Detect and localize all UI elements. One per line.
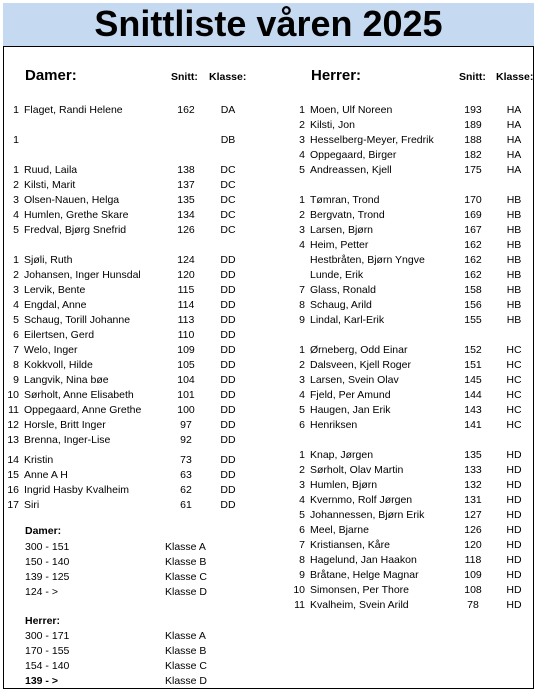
legend-range: 139 - 125	[25, 571, 70, 583]
herrer-snitt-cell: 170	[464, 194, 482, 206]
damer-row	[0, 328, 537, 343]
herrer-name-cell: Hestbråten, Bjørn Yngve	[310, 254, 425, 266]
damer-snitt-cell: 105	[177, 359, 195, 371]
damer-pos-cell: 5	[13, 224, 19, 236]
herrer-row	[0, 118, 537, 133]
herrer-klasse-cell: HD	[506, 569, 522, 581]
damer-pos-cell: 1	[13, 104, 19, 116]
damer-snitt-cell: 109	[177, 344, 195, 356]
damer-name-cell: Kilsti, Marit	[24, 179, 76, 191]
herrer-klasse-cell: HB	[506, 254, 522, 266]
damer-pos-cell: 16	[7, 484, 19, 496]
herrer-name-cell: Henriksen	[310, 419, 358, 431]
herrer-klasse-cell: HB	[506, 299, 522, 311]
damer-klasse-cell: DD	[220, 284, 236, 296]
herrer-snitt-cell: 132	[464, 479, 482, 491]
legend-range: 170 - 155	[25, 645, 70, 657]
damer-snitt-cell: 115	[177, 284, 195, 296]
damer-pos-cell: 1	[13, 164, 19, 176]
herrer-name-cell: Humlen, Bjørn	[310, 479, 378, 491]
herrer-name-cell: Dalsveen, Kjell Roger	[310, 359, 411, 371]
herrer-snitt-cell: 143	[464, 404, 482, 416]
herrer-snitt-cell: 151	[464, 359, 482, 371]
herrer-snitt-cell: 158	[464, 284, 482, 296]
herrer-pos-cell: 3	[299, 224, 305, 236]
herrer-name-cell: Knap, Jørgen	[310, 449, 374, 461]
damer-name-cell: Anne A H	[24, 469, 68, 481]
legend-range: 300 - 171	[25, 630, 70, 642]
herrer-name-cell: Lindal, Karl-Erik	[310, 314, 385, 326]
herrer-row	[0, 343, 537, 358]
damer-snitt-cell: 114	[177, 299, 195, 311]
damer-pos-cell: 8	[13, 359, 19, 371]
damer-name-cell: Oppegaard, Anne Grethe	[24, 404, 142, 416]
herrer-pos-cell: 6	[299, 419, 305, 431]
damer-klasse-cell: DC	[220, 224, 236, 236]
damer-name-cell: Fredval, Bjørg Snefrid	[24, 224, 127, 236]
herrer-row	[0, 223, 537, 238]
damer-pos-cell: 17	[7, 499, 19, 511]
herrer-pos-cell: 11	[294, 599, 305, 611]
page-title: Snittliste våren 2025	[3, 3, 534, 47]
herrer-name-cell: Oppegaard, Birger	[310, 149, 397, 161]
damer-name-cell: Engdal, Anne	[24, 299, 87, 311]
legend-range: 300 - 151	[25, 541, 70, 553]
herrer-snitt-cell: 162	[464, 254, 482, 266]
herrer-row	[0, 358, 537, 373]
herrer-row	[0, 418, 537, 433]
herrer-klasse-cell: HD	[506, 584, 522, 596]
herrer-snitt-cell: 175	[464, 164, 482, 176]
herrer-pos-cell: 7	[299, 539, 305, 551]
herrer-row	[0, 553, 537, 568]
herrer-name-cell: Schaug, Arild	[310, 299, 372, 311]
damer-snitt-cell: 124	[177, 254, 195, 266]
herrer-klasse-cell: HD	[506, 554, 522, 566]
herrer-row	[0, 388, 537, 403]
herrer-snitt-cell: 167	[464, 224, 482, 236]
damer-pos-cell: 15	[7, 469, 19, 481]
herrer-header: Herrer:	[311, 67, 362, 84]
damer-klasse-cell: DD	[220, 404, 236, 416]
damer-pos-cell: 7	[13, 344, 19, 356]
herrer-pos-cell: 8	[299, 554, 305, 566]
damer-name-cell: Ruud, Laila	[24, 164, 78, 176]
damer-snitt-cell: 137	[177, 179, 195, 191]
damer-snitt-cell: 120	[177, 269, 195, 281]
damer-klasse-cell: DD	[220, 499, 236, 511]
legend-herrer-title: Herrer:	[25, 615, 61, 627]
herrer-row	[0, 403, 537, 418]
herrer-snitt-cell: 141	[464, 419, 482, 431]
herrer-name-cell: Johannessen, Bjørn Erik	[310, 509, 425, 521]
damer-klasse-cell: DB	[220, 134, 236, 146]
damer-pos-cell: 13	[7, 434, 19, 446]
herrer-row	[0, 598, 537, 613]
damer-klasse-cell: DD	[220, 469, 236, 481]
damer-name-cell: Flaget, Randi Helene	[24, 104, 123, 116]
damer-snitt-cell: 104	[177, 374, 195, 386]
herrer-row	[0, 373, 537, 388]
herrer-name-cell: Kvernmo, Rolf Jørgen	[310, 494, 413, 506]
damer-name-cell: Humlen, Grethe Skare	[24, 209, 129, 221]
damer-name-cell: Horsle, Britt Inger	[24, 419, 106, 431]
legend-range: 124 - >	[25, 586, 58, 598]
herrer-name-cell: Larsen, Svein Olav	[310, 374, 399, 386]
herrer-snitt-cell: 135	[464, 449, 482, 461]
herrer-name-cell: Larsen, Bjørn	[310, 224, 374, 236]
damer-name-cell: Kokkvoll, Hilde	[24, 359, 93, 371]
damer-name-cell: Kristin	[24, 454, 54, 466]
damer-name-cell: Siri	[24, 499, 40, 511]
herrer-snitt-cell: 144	[464, 389, 482, 401]
damer-col-snitt: Snitt:	[171, 71, 198, 83]
herrer-klasse-cell: HD	[506, 479, 522, 491]
herrer-snitt-cell: 169	[464, 209, 482, 221]
herrer-name-cell: Fjeld, Per Amund	[310, 389, 391, 401]
herrer-pos-cell: 2	[299, 359, 305, 371]
damer-klasse-cell: DD	[220, 269, 236, 281]
herrer-row	[0, 283, 537, 298]
damer-klasse-cell: DD	[220, 254, 236, 266]
herrer-klasse-cell: HD	[506, 449, 522, 461]
herrer-snitt-cell: 155	[464, 314, 482, 326]
herrer-klasse-cell: HA	[506, 134, 522, 146]
herrer-pos-cell: 3	[299, 479, 305, 491]
herrer-name-cell: Hesselberg-Meyer, Fredrik	[310, 134, 434, 146]
damer-klasse-cell: DD	[220, 374, 236, 386]
herrer-klasse-cell: HB	[506, 314, 522, 326]
damer-snitt-cell: 92	[180, 434, 192, 446]
damer-klasse-cell: DD	[220, 344, 236, 356]
damer-klasse-cell: DD	[220, 299, 236, 311]
damer-name-cell: Brenna, Inger-Lise	[24, 434, 111, 446]
herrer-row	[0, 463, 537, 478]
damer-pos-cell: 6	[13, 329, 19, 341]
damer-col-klasse: Klasse:	[209, 71, 247, 83]
herrer-row	[0, 568, 537, 583]
herrer-name-cell: Heim, Petter	[310, 239, 369, 251]
damer-klasse-cell: DD	[220, 389, 236, 401]
herrer-pos-cell: 1	[299, 104, 305, 116]
damer-name-cell: Schaug, Torill Johanne	[24, 314, 131, 326]
herrer-col-snitt: Snitt:	[459, 71, 486, 83]
herrer-klasse-cell: HA	[506, 104, 522, 116]
damer-snitt-cell: 138	[177, 164, 195, 176]
herrer-pos-cell: 3	[299, 374, 305, 386]
herrer-snitt-cell: 118	[464, 554, 482, 566]
herrer-col-klasse: Klasse:	[496, 71, 534, 83]
damer-pos-cell: 1	[13, 134, 19, 146]
herrer-snitt-cell: 131	[464, 494, 482, 506]
damer-klasse-cell: DD	[220, 454, 236, 466]
legend-range: 150 - 140	[25, 556, 70, 568]
herrer-pos-cell: 1	[299, 194, 305, 206]
herrer-name-cell: Kilsti, Jon	[310, 119, 355, 131]
legend-klasse: Klasse B	[165, 645, 207, 657]
damer-snitt-cell: 97	[180, 419, 192, 431]
legend-range: 154 - 140	[25, 660, 70, 672]
legend-klasse: Klasse B	[165, 556, 207, 568]
herrer-klasse-cell: HD	[506, 539, 522, 551]
herrer-pos-cell: 1	[299, 449, 305, 461]
damer-pos-cell: 11	[8, 404, 19, 416]
damer-pos-cell: 12	[7, 419, 19, 431]
herrer-name-cell: Haugen, Jan Erik	[310, 404, 391, 416]
damer-name-cell: Olsen-Nauen, Helga	[24, 194, 120, 206]
damer-pos-cell: 4	[13, 299, 19, 311]
herrer-snitt-cell: 188	[464, 134, 482, 146]
damer-pos-cell: 4	[13, 209, 19, 221]
herrer-klasse-cell: HB	[506, 284, 522, 296]
herrer-pos-cell: 2	[299, 119, 305, 131]
herrer-snitt-cell: 193	[464, 104, 482, 116]
herrer-pos-cell: 4	[299, 239, 305, 251]
herrer-snitt-cell: 162	[464, 269, 482, 281]
legend-klasse: Klasse C	[165, 660, 208, 672]
herrer-row	[0, 538, 537, 553]
herrer-snitt-cell: 78	[467, 599, 479, 611]
herrer-klasse-cell: HD	[506, 494, 522, 506]
herrer-row	[0, 208, 537, 223]
herrer-klasse-cell: HD	[506, 509, 522, 521]
herrer-klasse-cell: HB	[506, 269, 522, 281]
herrer-row	[0, 193, 537, 208]
damer-pos-cell: 3	[13, 284, 19, 296]
herrer-pos-cell: 3	[299, 134, 305, 146]
damer-pos-cell: 2	[13, 269, 19, 281]
damer-name-cell: Lervik, Bente	[24, 284, 86, 296]
herrer-pos-cell: 2	[299, 464, 305, 476]
herrer-name-cell: Hagelund, Jan Haakon	[310, 554, 417, 566]
herrer-klasse-cell: HD	[506, 464, 522, 476]
damer-snitt-cell: 101	[177, 389, 195, 401]
damer-snitt-cell: 162	[177, 104, 195, 116]
damer-klasse-cell: DD	[220, 419, 236, 431]
damer-name-cell: Eilertsen, Gerd	[24, 329, 95, 341]
damer-klasse-cell: DD	[220, 314, 236, 326]
herrer-row	[0, 103, 537, 118]
damer-klasse-cell: DC	[220, 194, 236, 206]
herrer-pos-cell: 10	[293, 584, 305, 596]
herrer-name-cell: Bergvatn, Trond	[310, 209, 385, 221]
herrer-row	[0, 268, 537, 283]
damer-klasse-cell: DD	[220, 434, 236, 446]
herrer-klasse-cell: HD	[506, 599, 522, 611]
herrer-klasse-cell: HC	[506, 344, 522, 356]
herrer-name-cell: Sørholt, Olav Martin	[310, 464, 404, 476]
herrer-row	[0, 313, 537, 328]
herrer-pos-cell: 1	[299, 344, 305, 356]
herrer-klasse-cell: HB	[506, 194, 522, 206]
damer-snitt-cell: 73	[180, 454, 192, 466]
herrer-snitt-cell: 156	[464, 299, 482, 311]
herrer-pos-cell: 4	[299, 389, 305, 401]
damer-snitt-cell: 100	[177, 404, 195, 416]
herrer-name-cell: Ørneberg, Odd Einar	[310, 344, 408, 356]
herrer-name-cell: Kristiansen, Kåre	[310, 539, 390, 551]
herrer-row	[0, 253, 537, 268]
herrer-row	[0, 148, 537, 163]
damer-klasse-cell: DC	[220, 209, 236, 221]
legend-klasse: Klasse D	[165, 586, 208, 598]
damer-row	[0, 178, 537, 193]
damer-klasse-cell: DC	[220, 164, 236, 176]
damer-pos-cell: 14	[7, 454, 19, 466]
legend-klasse: Klasse D	[165, 675, 208, 687]
herrer-snitt-cell: 182	[464, 149, 482, 161]
herrer-pos-cell: 8	[299, 299, 305, 311]
herrer-pos-cell: 5	[299, 404, 305, 416]
herrer-snitt-cell: 127	[464, 509, 482, 521]
herrer-row	[0, 163, 537, 178]
herrer-klasse-cell: HC	[506, 389, 522, 401]
damer-header: Damer:	[25, 67, 77, 84]
herrer-klasse-cell: HC	[506, 404, 522, 416]
damer-pos-cell: 5	[13, 314, 19, 326]
damer-klasse-cell: DC	[220, 179, 236, 191]
damer-snitt-cell: 134	[177, 209, 195, 221]
damer-klasse-cell: DD	[220, 484, 236, 496]
herrer-name-cell: Andreassen, Kjell	[310, 164, 392, 176]
herrer-row	[0, 478, 537, 493]
herrer-row	[0, 493, 537, 508]
herrer-pos-cell: 6	[299, 524, 305, 536]
damer-name-cell: Sørholt, Anne Elisabeth	[24, 389, 134, 401]
damer-klasse-cell: DD	[220, 329, 236, 341]
damer-klasse-cell: DD	[220, 359, 236, 371]
herrer-snitt-cell: 108	[464, 584, 482, 596]
damer-pos-cell: 3	[13, 194, 19, 206]
herrer-name-cell: Moen, Ulf Noreen	[310, 104, 393, 116]
damer-klasse-cell: DA	[220, 104, 236, 116]
herrer-pos-cell: 7	[299, 284, 305, 296]
herrer-snitt-cell: 126	[464, 524, 482, 536]
damer-snitt-cell: 61	[180, 499, 192, 511]
damer-snitt-cell: 126	[177, 224, 195, 236]
herrer-row	[0, 583, 537, 598]
herrer-pos-cell: 9	[299, 314, 305, 326]
herrer-klasse-cell: HC	[506, 419, 522, 431]
herrer-snitt-cell: 109	[464, 569, 482, 581]
damer-name-cell: Langvik, Nina bøe	[24, 374, 109, 386]
damer-pos-cell: 10	[7, 389, 19, 401]
herrer-snitt-cell: 152	[464, 344, 482, 356]
herrer-klasse-cell: HD	[506, 524, 522, 536]
herrer-row	[0, 133, 537, 148]
herrer-klasse-cell: HA	[506, 164, 522, 176]
damer-snitt-cell: 62	[180, 484, 192, 496]
herrer-klasse-cell: HA	[506, 119, 522, 131]
herrer-snitt-cell: 120	[464, 539, 482, 551]
herrer-row	[0, 238, 537, 253]
herrer-snitt-cell: 133	[464, 464, 482, 476]
damer-name-cell: Sjøli, Ruth	[24, 254, 73, 266]
herrer-pos-cell: 2	[299, 209, 305, 221]
herrer-row	[0, 448, 537, 463]
herrer-klasse-cell: HA	[506, 149, 522, 161]
herrer-row	[0, 508, 537, 523]
herrer-klasse-cell: HC	[506, 374, 522, 386]
damer-snitt-cell: 113	[177, 314, 195, 326]
herrer-name-cell: Simonsen, Per Thore	[310, 584, 410, 596]
damer-snitt-cell: 135	[177, 194, 195, 206]
damer-name-cell: Ingrid Hasby Kvalheim	[24, 484, 130, 496]
herrer-klasse-cell: HC	[506, 359, 522, 371]
herrer-row	[0, 298, 537, 313]
herrer-snitt-cell: 145	[464, 374, 482, 386]
damer-snitt-cell: 63	[180, 469, 192, 481]
herrer-name-cell: Bråtane, Helge Magnar	[310, 569, 419, 581]
legend-klasse: Klasse C	[165, 571, 208, 583]
damer-name-cell: Johansen, Inger Hunsdal	[24, 269, 141, 281]
damer-pos-cell: 9	[13, 374, 19, 386]
herrer-pos-cell: 5	[299, 164, 305, 176]
legend-klasse: Klasse A	[165, 630, 206, 642]
legend-klasse: Klasse A	[165, 541, 206, 553]
herrer-pos-cell: 4	[299, 149, 305, 161]
herrer-snitt-cell: 162	[464, 239, 482, 251]
herrer-name-cell: Lunde, Erik	[310, 269, 364, 281]
herrer-name-cell: Kvalheim, Svein Arild	[310, 599, 409, 611]
damer-name-cell: Welo, Inger	[24, 344, 78, 356]
herrer-pos-cell: 5	[299, 509, 305, 521]
damer-snitt-cell: 110	[177, 329, 195, 341]
damer-row	[0, 433, 537, 448]
legend-range: 139 - >	[25, 675, 58, 687]
damer-pos-cell: 1	[13, 254, 19, 266]
herrer-pos-cell: 9	[299, 569, 305, 581]
herrer-snitt-cell: 189	[464, 119, 482, 131]
herrer-name-cell: Tømran, Trond	[310, 194, 380, 206]
herrer-klasse-cell: HB	[506, 239, 522, 251]
herrer-pos-cell: 4	[299, 494, 305, 506]
herrer-name-cell: Glass, Ronald	[310, 284, 376, 296]
herrer-name-cell: Meel, Bjarne	[310, 524, 369, 536]
herrer-row	[0, 523, 537, 538]
herrer-klasse-cell: HB	[506, 224, 522, 236]
legend-damer-title: Damer:	[25, 525, 62, 537]
damer-pos-cell: 2	[13, 179, 19, 191]
herrer-klasse-cell: HB	[506, 209, 522, 221]
